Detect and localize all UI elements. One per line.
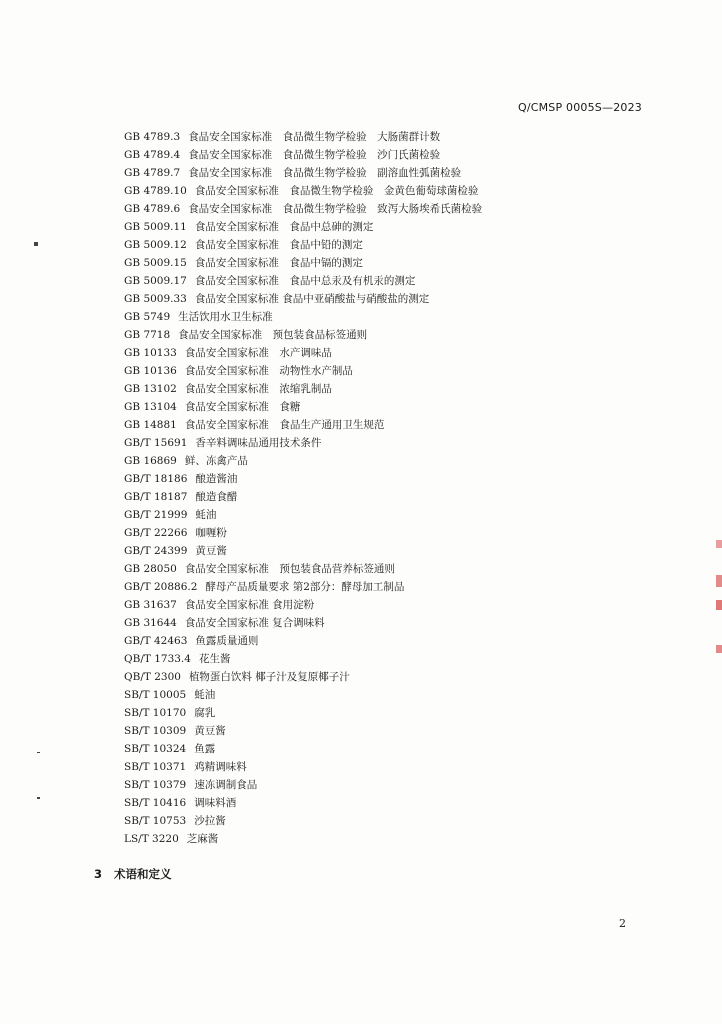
reference-title: 酿造食醋 [195,491,238,503]
reference-item [124,326,482,344]
reference-title: 食品安全国家标准 食品中镉的测定 [194,257,363,269]
reference-code: GB 14881 [124,419,177,431]
reference-item [124,290,482,308]
reference-title: 食品安全国家标准 食品微生物学检验 金黄色葡萄球菌检验 [194,185,479,197]
section-title: 术语和定义 [114,867,172,881]
reference-code: GB 7718 [124,329,171,341]
reference-code: GB 4789.3 [124,131,181,143]
reference-code: GB/T 22266 [124,527,188,539]
reference-item [124,218,482,236]
reference-title: 鸡精调味料 [194,761,247,773]
reference-title: 蚝油 [195,509,217,521]
reference-code: GB 5009.11 [124,221,187,233]
reference-title: 速冻调制食品 [194,779,258,791]
reference-title: 鲜、冻禽产品 [184,455,248,467]
reference-item [124,236,482,254]
reference-item [124,470,482,488]
reference-title: 酵母产品质量要求 第2部分：酵母加工制品 [205,581,405,593]
reference-item [124,452,482,470]
reference-item [124,128,482,146]
reference-title: 食品安全国家标准 食品微生物学检验 沙门氏菌检验 [188,149,441,161]
reference-item [124,830,482,848]
reference-title: 花生酱 [198,653,231,665]
section-number: 3 [94,867,103,881]
reference-item [124,488,482,506]
normative-references-list [124,128,482,848]
reference-item [124,254,482,272]
reference-item [124,758,482,776]
reference-item [124,668,482,686]
reference-code: LS/T 3220 [124,833,179,845]
reference-title: 咖喱粉 [195,527,227,539]
reference-item [124,614,482,632]
scan-speck [34,242,38,246]
reference-code: SB/T 10170 [124,707,187,719]
reference-item [124,524,482,542]
reference-item [124,362,482,380]
reference-title: 食品安全国家标准 食用淀粉 [184,599,315,611]
reference-item [124,812,482,830]
reference-code: GB 31644 [124,617,177,629]
reference-item [124,686,482,704]
reference-code: GB 31637 [124,599,177,611]
reference-item [124,506,482,524]
reference-title: 腐乳 [194,707,216,719]
reference-code: GB/T 20886.2 [124,581,198,593]
reference-item [124,344,482,362]
reference-title: 黄豆酱 [195,545,227,557]
reference-code: GB 5009.15 [124,257,187,269]
reference-code: GB 4789.4 [124,149,181,161]
scan-edge-mark [716,540,722,548]
reference-title: 鱼露质量通则 [195,635,259,647]
reference-code: GB 5009.33 [124,293,187,305]
reference-item [124,560,482,578]
reference-item [124,722,482,740]
reference-code: GB/T 21999 [124,509,188,521]
reference-title: 植物蛋白饮料 椰子汁及复原椰子汁 [188,671,350,683]
reference-code: GB/T 18186 [124,473,188,485]
reference-code: QB/T 2300 [124,671,181,683]
reference-item [124,146,482,164]
reference-code: QB/T 1733.4 [124,653,191,665]
reference-title: 食品安全国家标准 预包装食品营养标签通则 [184,563,395,575]
scan-edge-mark [716,645,722,653]
reference-code: GB/T 42463 [124,635,188,647]
reference-code: GB 10136 [124,365,177,377]
reference-item [124,308,482,326]
reference-code: GB 13102 [124,383,177,395]
reference-title: 食品安全国家标准 食品微生物学检验 副溶血性弧菌检验 [188,167,462,179]
reference-item [124,416,482,434]
reference-code: SB/T 10416 [124,797,187,809]
reference-code: GB 4789.6 [124,203,181,215]
reference-title: 沙拉酱 [194,815,226,827]
reference-code: GB/T 15691 [124,437,188,449]
reference-item [124,182,482,200]
reference-code: SB/T 10379 [124,779,187,791]
scan-speck [37,797,40,799]
reference-item [124,740,482,758]
reference-title: 食品安全国家标准 食糖 [184,401,301,413]
reference-title: 食品安全国家标准 食品中总汞及有机汞的测定 [194,275,416,287]
reference-title: 鱼露 [194,743,216,755]
reference-title: 生活饮用水卫生标准 [178,311,273,323]
document-code: Q/CMSP 0005S—2023 [517,101,642,114]
reference-title: 食品安全国家标准 食品生产通用卫生规范 [184,419,385,431]
reference-code: SB/T 10371 [124,761,187,773]
reference-code: GB 5009.17 [124,275,187,287]
reference-item [124,704,482,722]
reference-item [124,794,482,812]
reference-item [124,434,482,452]
reference-item [124,650,482,668]
reference-item [124,200,482,218]
reference-title: 酿造酱油 [195,473,238,485]
reference-code: GB/T 24399 [124,545,188,557]
reference-title: 食品安全国家标准 食品微生物学检验 致泻大肠埃希氏菌检验 [188,203,483,215]
reference-code: GB 5009.12 [124,239,187,251]
reference-item [124,776,482,794]
reference-item [124,596,482,614]
reference-title: 香辛料调味品通用技术条件 [195,437,322,449]
reference-code: SB/T 10753 [124,815,187,827]
page-number: 2 [619,917,626,930]
reference-title: 食品安全国家标准 食品中总砷的测定 [194,221,374,233]
reference-title: 食品安全国家标准 预包装食品标签通则 [178,329,368,341]
reference-code: GB 28050 [124,563,177,575]
reference-code: SB/T 10005 [124,689,187,701]
reference-title: 食品安全国家标准 食品微生物学检验 大肠菌群计数 [188,131,441,143]
reference-code: SB/T 10309 [124,725,187,737]
section-heading [94,866,172,882]
reference-title: 蚝油 [194,689,216,701]
reference-title: 芝麻酱 [186,833,219,845]
reference-title: 食品安全国家标准 动物性水产制品 [184,365,353,377]
reference-code: GB 4789.10 [124,185,187,197]
reference-item [124,632,482,650]
reference-code: GB 16869 [124,455,177,467]
reference-item [124,398,482,416]
reference-item [124,578,482,596]
reference-code: GB 5749 [124,311,171,323]
reference-code: SB/T 10324 [124,743,187,755]
reference-item [124,164,482,182]
reference-title: 食品安全国家标准 复合调味料 [184,617,325,629]
reference-title: 黄豆酱 [194,725,226,737]
scan-speck [37,752,40,753]
reference-item [124,542,482,560]
reference-code: GB 10133 [124,347,177,359]
reference-title: 调味料酒 [194,797,237,809]
reference-code: GB 13104 [124,401,177,413]
reference-code: GB/T 18187 [124,491,188,503]
reference-title: 食品安全国家标准 水产调味品 [184,347,332,359]
reference-item [124,272,482,290]
reference-title: 食品安全国家标准 食品中亚硝酸盐与硝酸盐的测定 [194,293,430,305]
reference-title: 食品安全国家标准 食品中铅的测定 [194,239,363,251]
reference-title: 食品安全国家标准 浓缩乳制品 [184,383,332,395]
scan-edge-mark [716,600,722,610]
scan-edge-mark [716,575,722,587]
reference-item [124,380,482,398]
reference-code: GB 4789.7 [124,167,181,179]
